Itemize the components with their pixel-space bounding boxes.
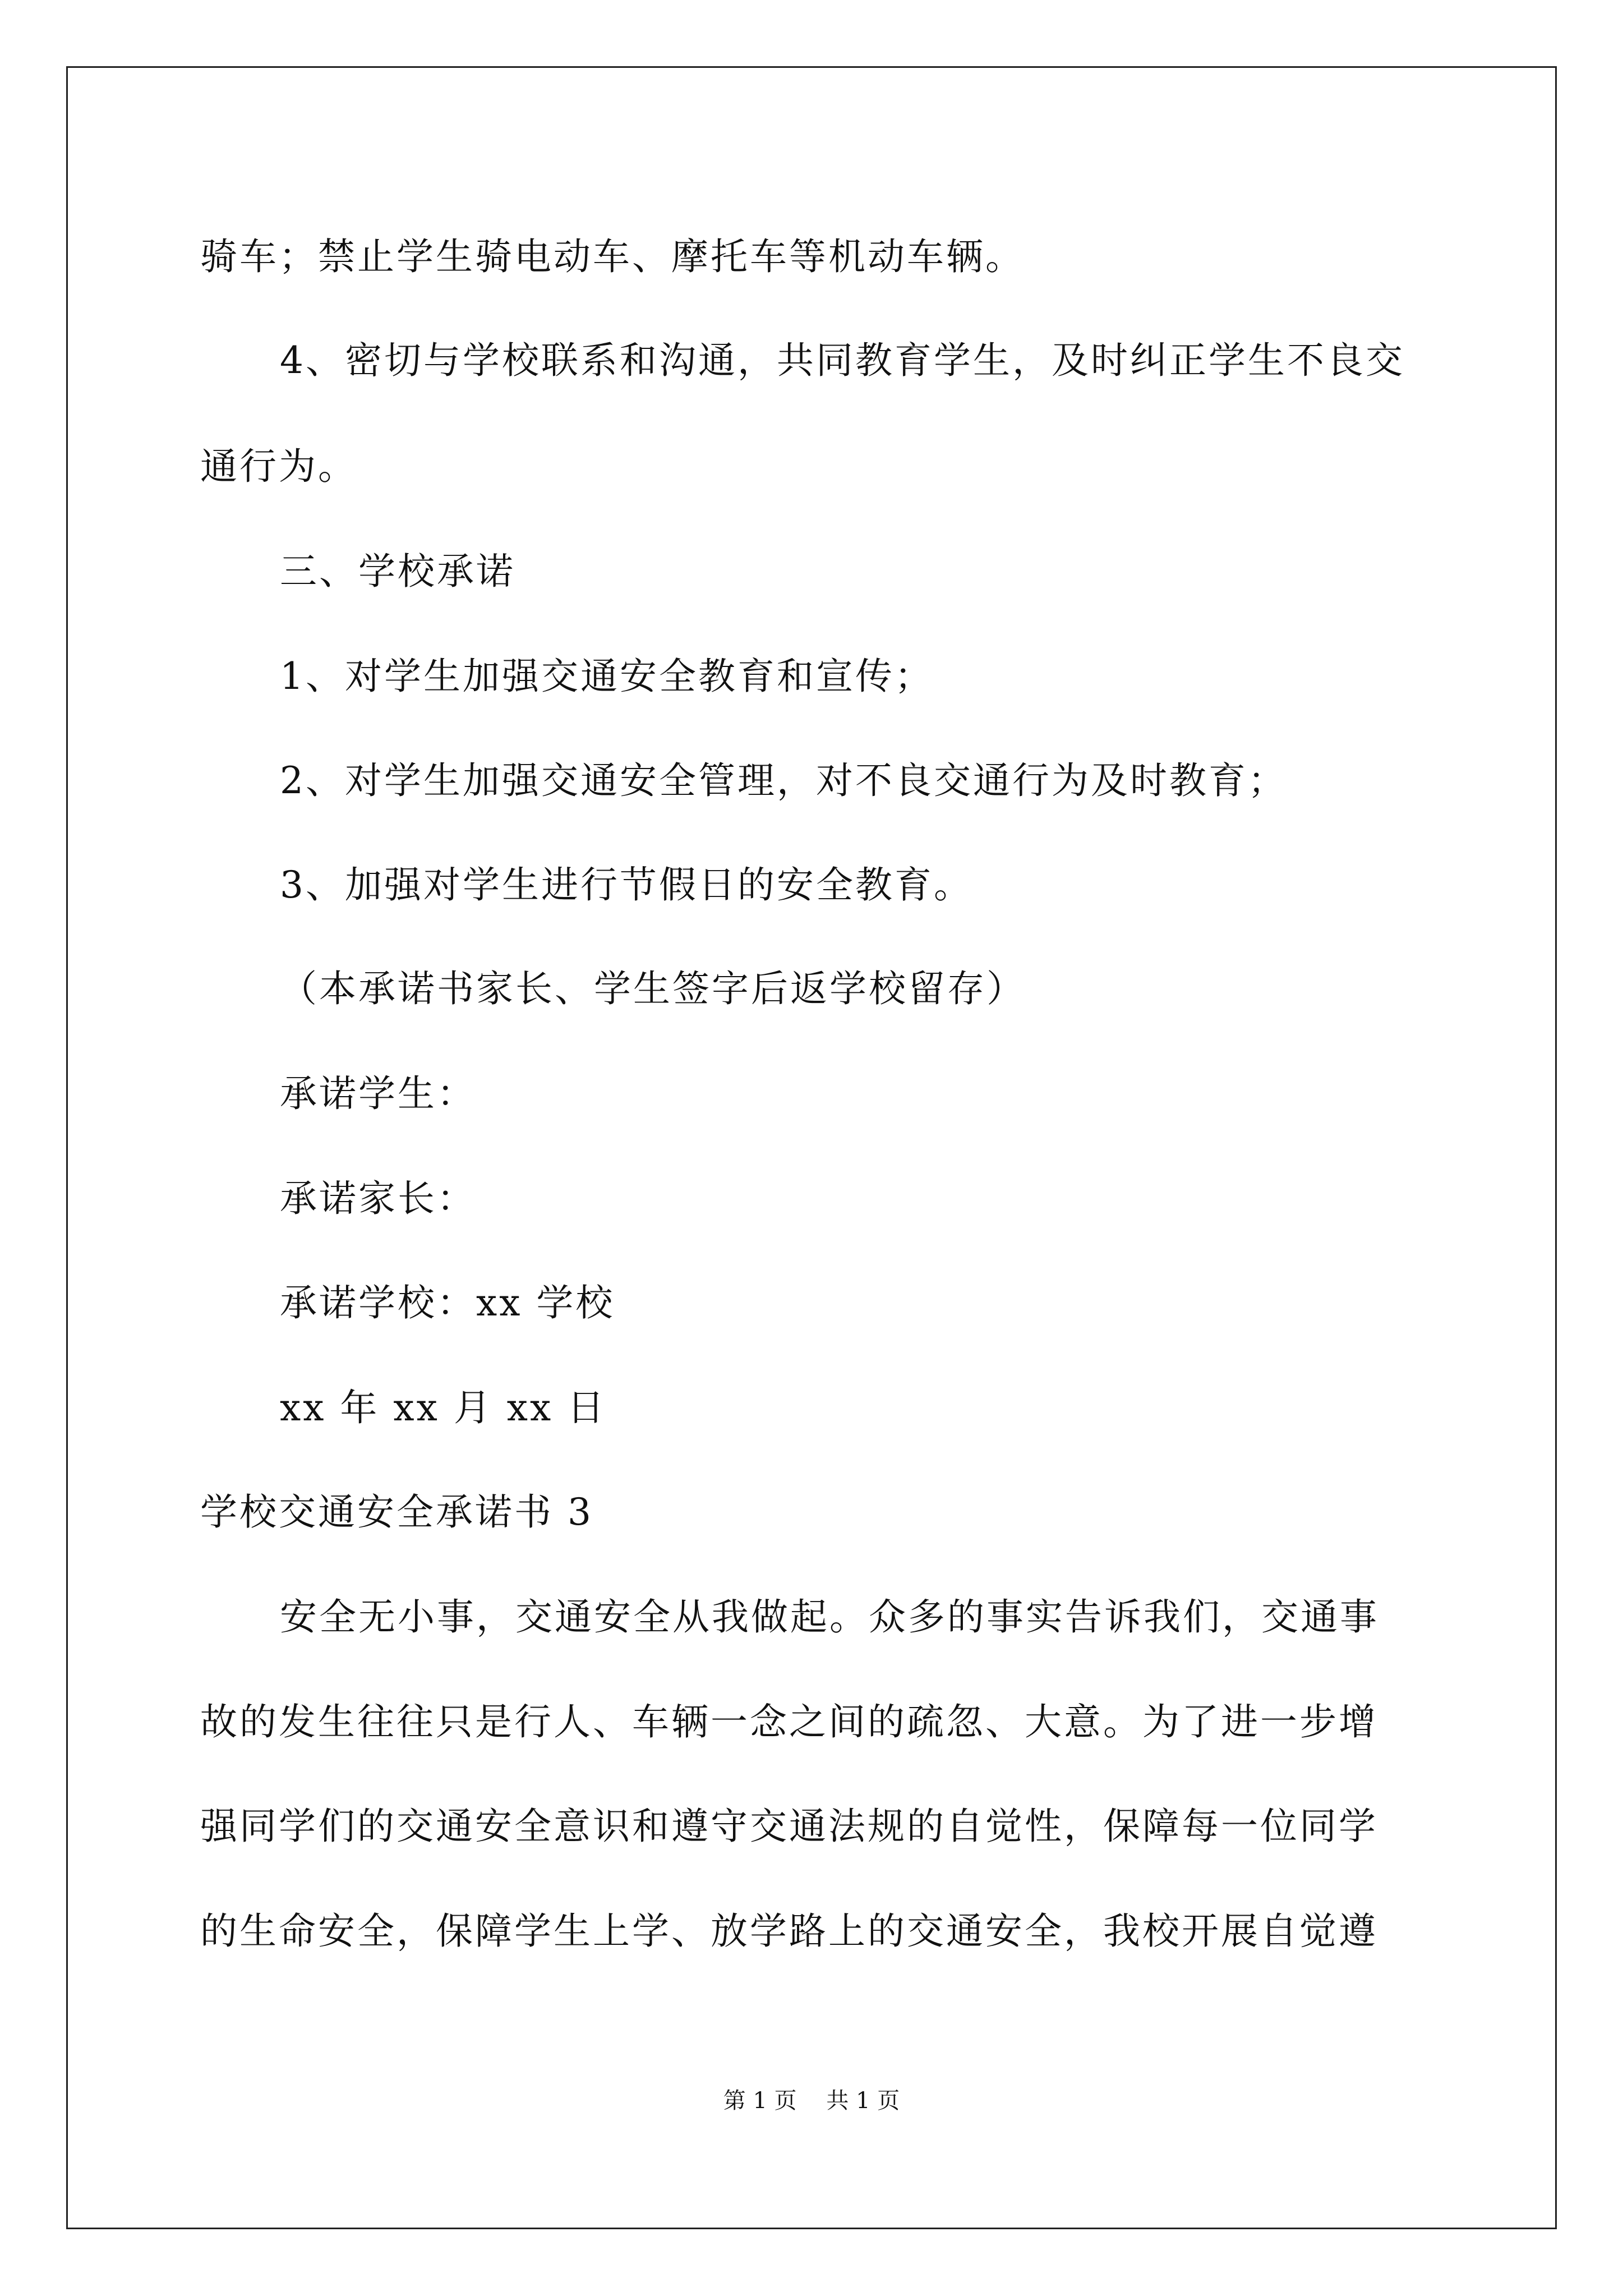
text-line: 通行为。: [200, 445, 357, 488]
text-line: 1、对学生加强交通安全教育和宣传；: [280, 655, 934, 698]
signature-school: 承诺学校：xx 学校: [280, 1281, 615, 1324]
date-line: xx 年 xx 月 xx 日: [280, 1386, 607, 1429]
text-line: 故的发生往往只是行人、车辆一念之间的疏忽、大意。为了进一步增: [200, 1700, 1378, 1743]
document-title: 学校交通安全承诺书 3: [200, 1490, 593, 1534]
signature-parent: 承诺家长：: [280, 1177, 476, 1220]
text-line: 强同学们的交通安全意识和遵守交通法规的自觉性，保障每一位同学: [200, 1805, 1378, 1848]
text-line: 骑车；禁止学生骑电动车、摩托车等机动车辆。: [200, 235, 1025, 278]
section-heading: 三、学校承诺: [280, 550, 515, 593]
page-border: [66, 66, 1557, 2229]
page-footer: [0, 2087, 1623, 2115]
page-number: 第 1 页: [723, 2088, 797, 2114]
text-line: 安全无小事，交通安全从我做起。众多的事实告诉我们，交通事: [280, 1595, 1379, 1639]
note-line: （本承诺书家长、学生签字后返学校留存）: [280, 967, 1026, 1010]
text-line: 4、密切与学校联系和沟通，共同教育学生，及时纠正学生不良交: [280, 339, 1405, 382]
text-line: 2、对学生加强交通安全管理，对不良交通行为及时教育；: [280, 759, 1287, 802]
text-line: 3、加强对学生进行节假日的安全教育。: [280, 863, 973, 907]
page-total: 共 1 页: [826, 2088, 900, 2114]
text-line: 的生命安全，保障学生上学、放学路上的交通安全，我校开展自觉遵: [200, 1910, 1378, 1953]
signature-student: 承诺学生：: [280, 1072, 476, 1115]
